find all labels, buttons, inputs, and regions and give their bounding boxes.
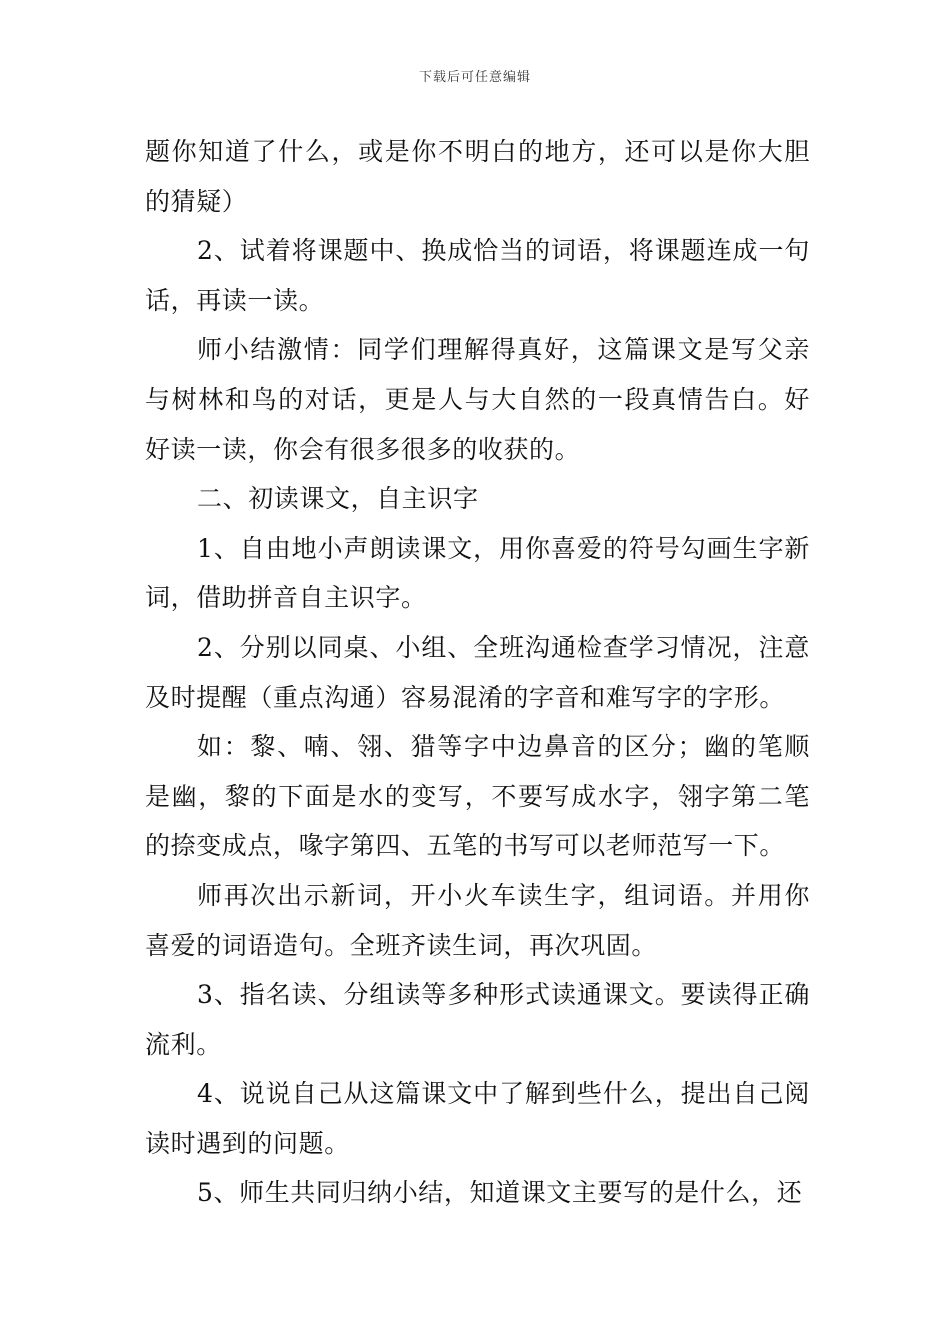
page-header: 下载后可任意编辑 <box>418 70 531 85</box>
paragraph-3: 师小结激情：同学们理解得真好，这篇课文是写父亲与树林和鸟的对话，更是人与大自然的一段真情告白。好好读一读，你会有很多很多的收获的。 <box>145 335 810 464</box>
paragraph-11: 5、师生共同归纳小结，知道课文主要写的是什么，还 <box>197 1178 803 1208</box>
paragraph-1: 题你知道了什么，或是你不明白的地方，还可以是你大胆的猜疑） <box>145 137 810 216</box>
paragraph-7: 如：黎、喃、翎、猎等字中边鼻音的区分；幽的笔顺是幽，黎的下面是水的变写，不要写成水字，翎字第二笔的捺变成点，喙字第四、五笔的书写可以老师范写一下。 <box>145 732 810 861</box>
paragraph-10: 4、说说自己从这篇课文中了解到些什么，提出自己阅读时遇到的问题。 <box>145 1079 810 1158</box>
document-body <box>145 127 810 1218</box>
paragraph-6: 2、分别以同桌、小组、全班沟通检查学习情况，注意及时提醒（重点沟通）容易混淆的字音和难写字的字形。 <box>145 632 810 712</box>
paragraph-2: 2、试着将课题中、换成恰当的词语，将课题连成一句话，再读一读。 <box>145 236 810 315</box>
paragraph-8: 师再次出示新词，开小火车读生字，组词语。并用你喜爱的词语造句。全班齐读生词，再次巩固。 <box>145 880 810 960</box>
paragraph-9: 3、指名读、分组读等多种形式读通课文。要读得正确流利。 <box>145 980 810 1059</box>
paragraph-5: 1、自由地小声朗读课文，用你喜爱的符号勾画生字新词，借助拼音自主识字。 <box>145 533 810 613</box>
section-heading-2: 二、初读课文，自主识字 <box>197 484 479 514</box>
